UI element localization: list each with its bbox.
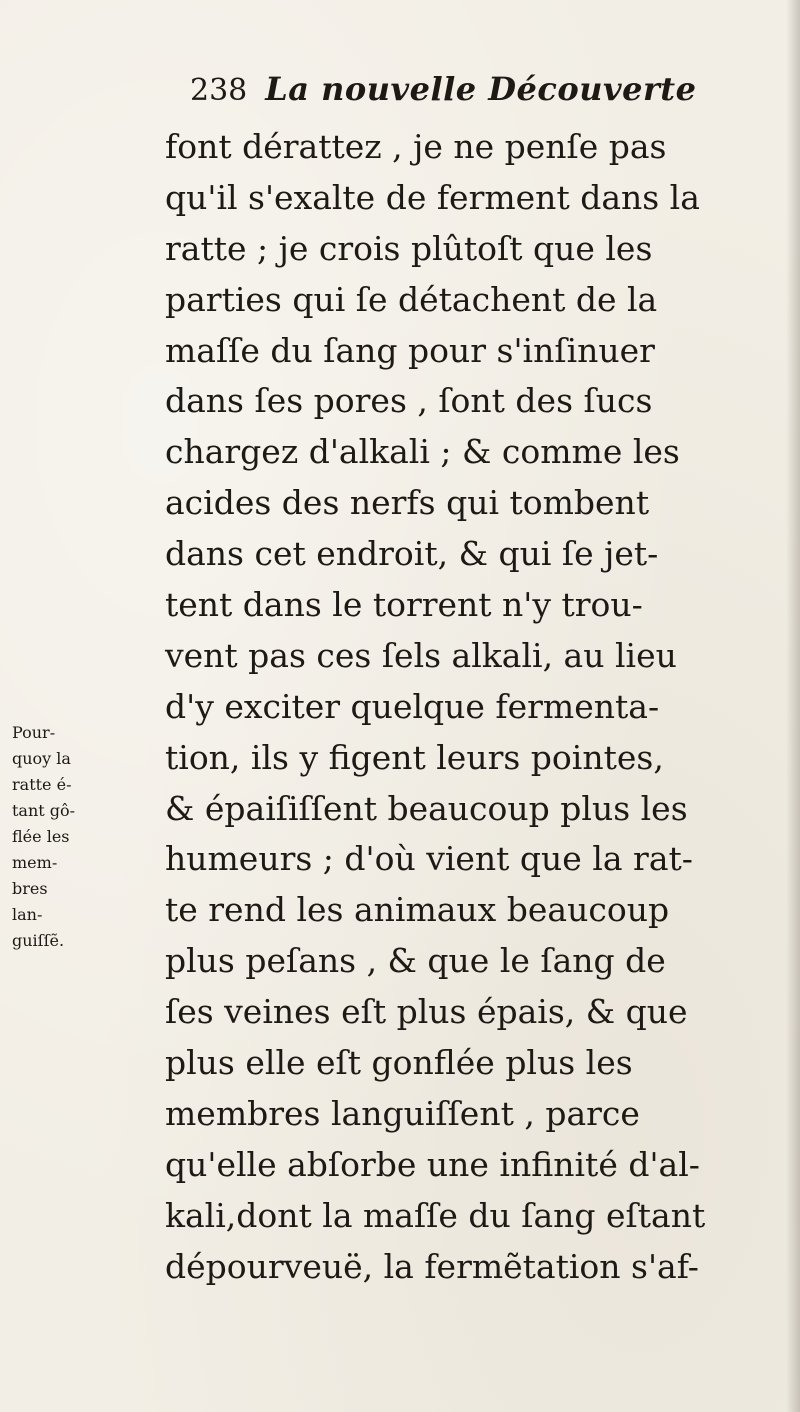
margin-note-line: tant gô- <box>12 801 76 820</box>
text-line: chargez d'alkali ; & comme les <box>165 432 680 472</box>
margin-note-line: flée les <box>12 827 70 846</box>
text-line: vent pas ces ſels alkali, au lieu <box>165 635 677 675</box>
text-line: tent dans le torrent n'y trou- <box>165 585 643 625</box>
text-line: plus peſans , & que le ſang de <box>165 941 666 981</box>
text-line: font dérattez , je ne penſe pas <box>165 127 667 166</box>
text-line: membres languiſſent , parce <box>165 1093 640 1133</box>
text-line: dans ſes pores , ſont des ſucs <box>165 381 653 421</box>
body-text <box>165 122 790 1292</box>
margin-note-line: guiſſẽ. <box>12 931 65 950</box>
page-header <box>190 70 696 118</box>
margin-note-line: Pour- <box>12 723 56 742</box>
margin-note <box>12 720 76 954</box>
page-number: 238 <box>190 73 248 108</box>
margin-note-line: ratte é- <box>12 775 72 794</box>
text-line: plus elle eſt gonflée plus les <box>165 1043 633 1083</box>
running-title: La nouvelle Découverte <box>265 70 697 108</box>
margin-note-line: mem- <box>12 853 58 872</box>
text-line: dans cet endroit, & qui ſe jet- <box>165 534 659 574</box>
text-line: qu'elle abſorbe une infinité d'al- <box>165 1144 700 1184</box>
text-line: dépourveuë, la fermẽtation s'af- <box>165 1246 699 1286</box>
text-line: & épaiſiſſent beaucoup plus les <box>165 788 688 828</box>
text-line: kali,dont la maſſe du ſang eſtant <box>165 1195 706 1235</box>
text-line: ſes veines eſt plus épais, & que <box>165 992 688 1032</box>
margin-note-line: quoy la <box>12 749 71 768</box>
margin-note-line: bres <box>12 879 48 898</box>
margin-note-line: lan- <box>12 905 43 924</box>
text-line: te rend les animaux beaucoup <box>165 890 670 930</box>
text-line: maſſe du ſang pour s'inſinuer <box>165 330 655 370</box>
text-line: acides des nerfs qui tombent <box>165 483 650 523</box>
text-line: humeurs ; d'où vient que la rat- <box>165 839 693 879</box>
text-line: d'y exciter quelque fermenta- <box>165 686 660 726</box>
text-line: parties qui ſe détachent de la <box>165 279 658 319</box>
text-line: tion, ils y figent leurs pointes, <box>165 737 664 777</box>
text-line: qu'il s'exalte de ferment dans la <box>165 177 700 217</box>
text-line: ratte ; je crois plûtoſt que les <box>165 228 653 268</box>
